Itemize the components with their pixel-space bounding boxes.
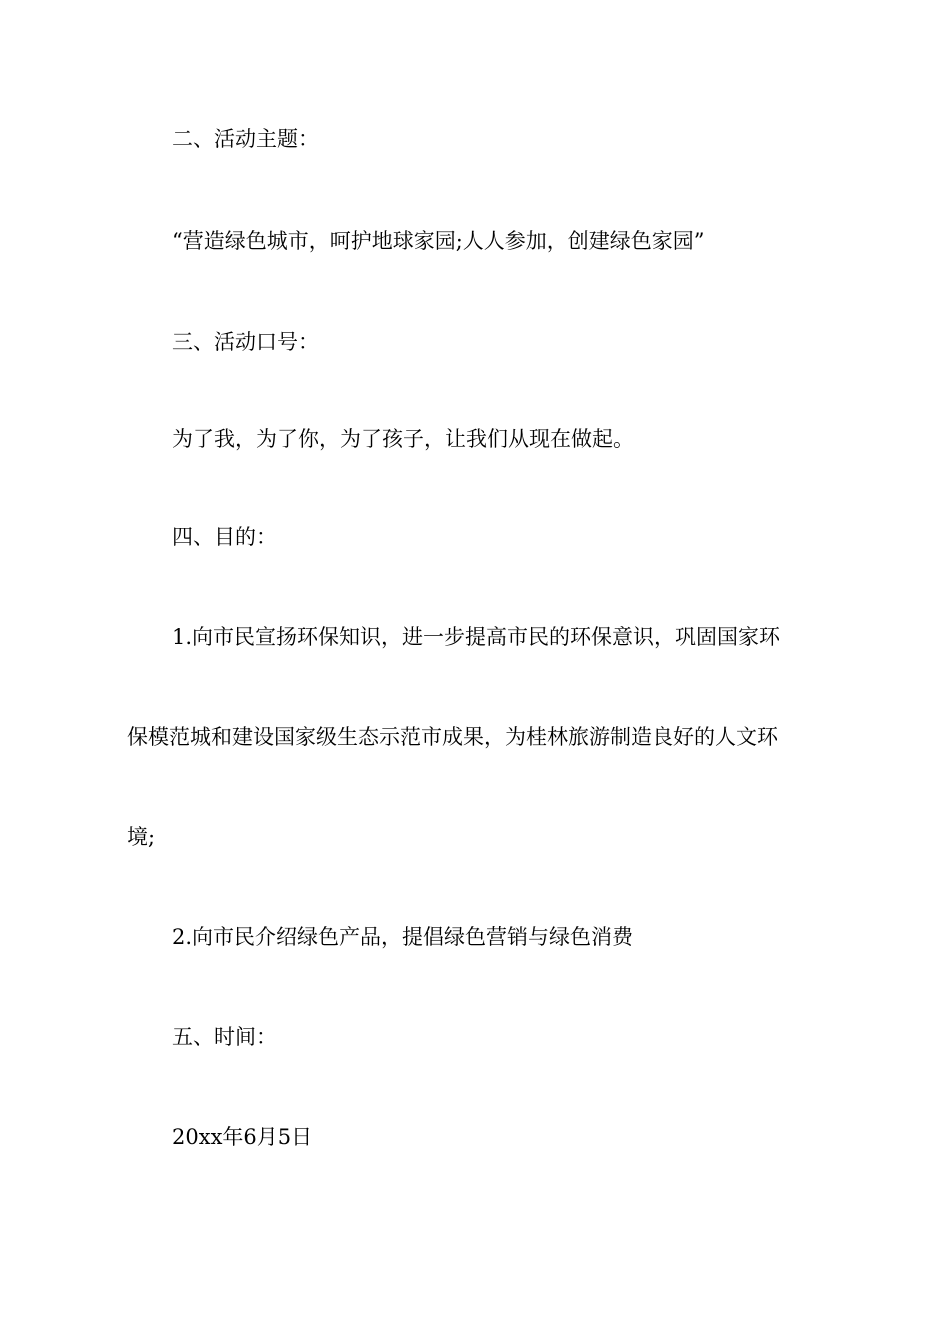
purpose-item-1-line-3: 境; [127, 825, 156, 849]
purpose-item-2: 2.向市民介绍绿色产品，提倡绿色营销与绿色消费 [172, 925, 634, 949]
heading-activity-slogan: 三、活动口号： [172, 330, 319, 354]
slogan-text: 为了我，为了你，为了孩子，让我们从现在做起。 [172, 427, 634, 451]
purpose-item-1-line-1: 1.向市民宣扬环保知识，进一步提高市民的环保意识，巩固国家环 [172, 625, 781, 649]
heading-activity-theme: 二、活动主题： [172, 127, 319, 151]
purpose-item-1-line-2: 保模范城和建设国家级生态示范市成果，为桂林旅游制造良好的人文环 [127, 725, 778, 749]
theme-text: “营造绿色城市，呵护地球家园;人人参加，创建绿色家园” [172, 229, 705, 253]
time-text: 20xx年6月5日 [172, 1125, 313, 1149]
heading-time: 五、时间： [172, 1025, 277, 1049]
heading-purpose: 四、目的： [172, 525, 277, 549]
